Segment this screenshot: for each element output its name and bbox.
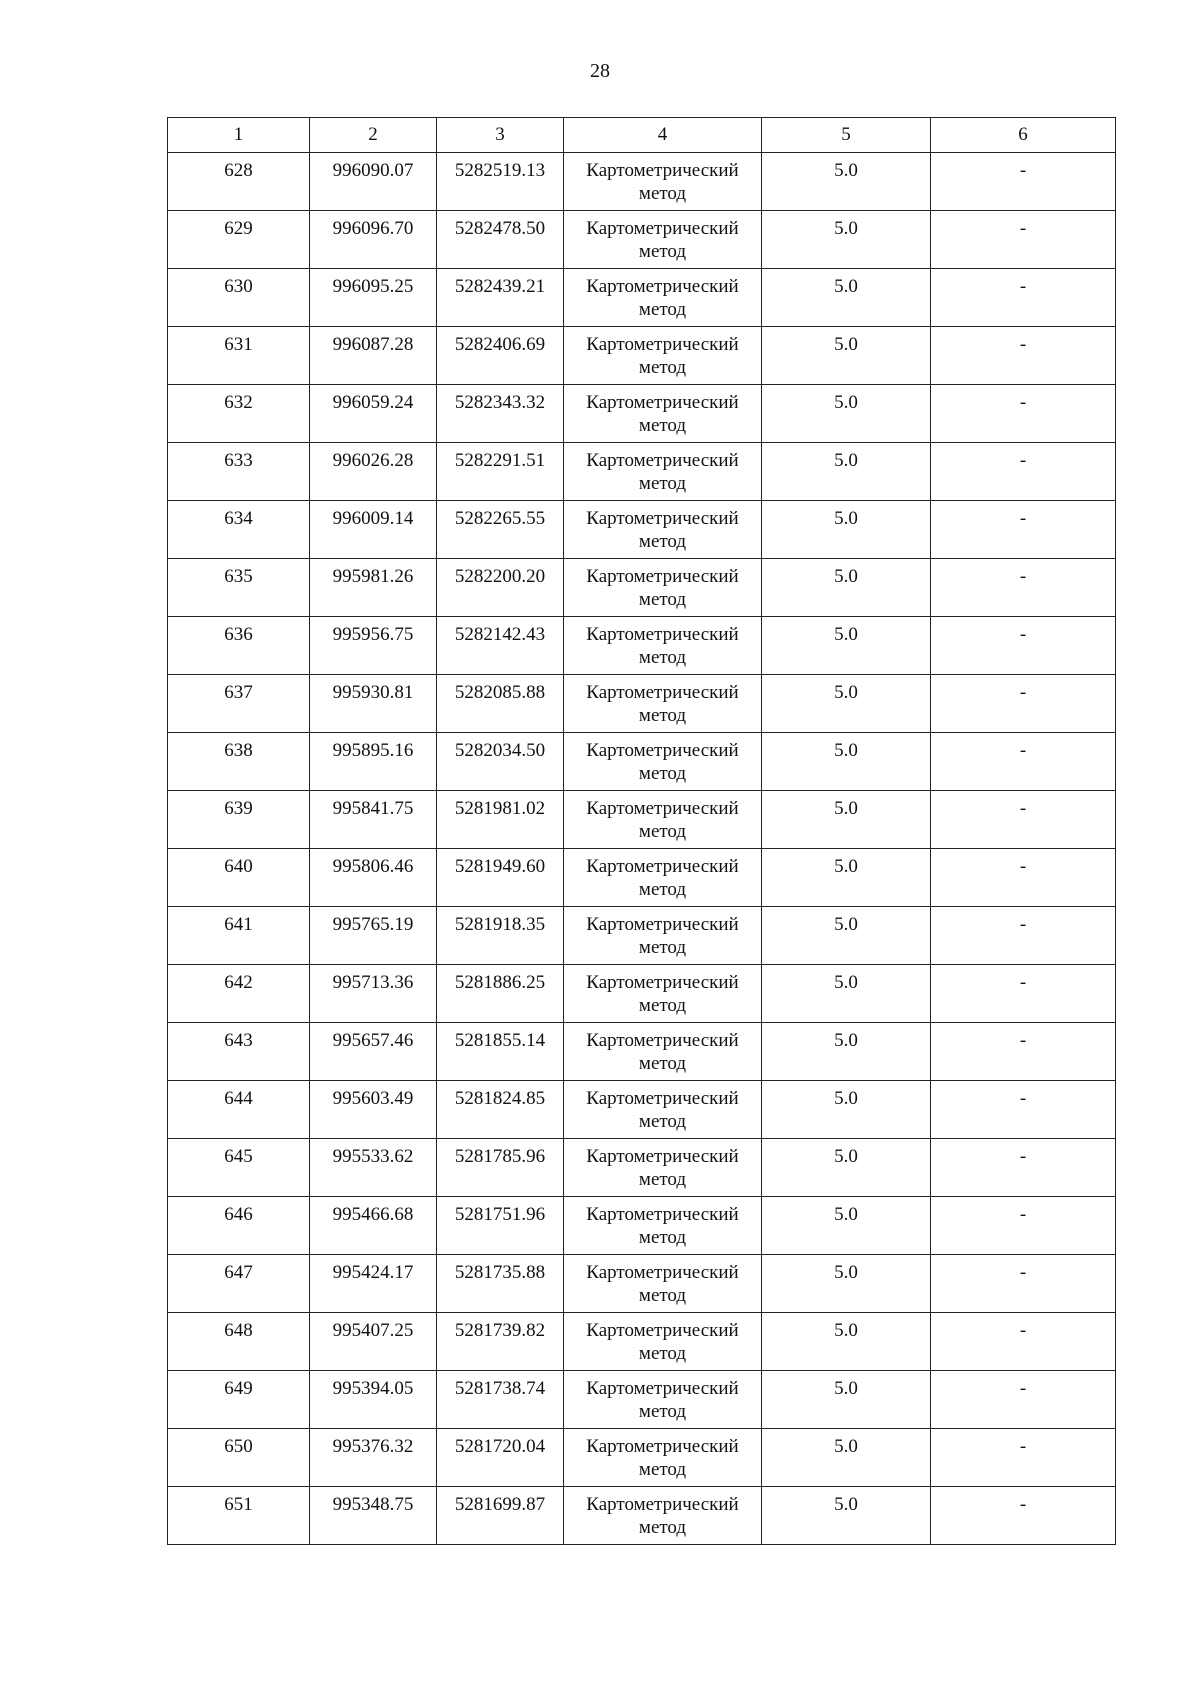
table-row	[168, 1313, 1116, 1371]
method-cell: Картометрический метод	[564, 965, 762, 1023]
table-row	[168, 617, 1116, 675]
note-cell: -	[931, 1371, 1116, 1429]
point-number-cell: 630	[168, 269, 310, 327]
y-coordinate-cell: 5281855.14	[437, 1023, 564, 1081]
method-cell: Картометрический метод	[564, 1023, 762, 1081]
table-row	[168, 1371, 1116, 1429]
note-cell: -	[931, 675, 1116, 733]
x-coordinate-cell: 995895.16	[310, 733, 437, 791]
y-coordinate-cell: 5281751.96	[437, 1197, 564, 1255]
y-coordinate-cell: 5281949.60	[437, 849, 564, 907]
method-cell: Картометрический метод	[564, 1487, 762, 1545]
note-cell: -	[931, 211, 1116, 269]
method-cell: Картометрический метод	[564, 1313, 762, 1371]
table-row	[168, 269, 1116, 327]
x-coordinate-cell: 995407.25	[310, 1313, 437, 1371]
x-coordinate-cell: 996026.28	[310, 443, 437, 501]
accuracy-cell: 5.0	[762, 559, 931, 617]
table-row	[168, 1487, 1116, 1545]
table-row	[168, 907, 1116, 965]
point-number-cell: 633	[168, 443, 310, 501]
x-coordinate-cell: 995981.26	[310, 559, 437, 617]
x-coordinate-cell: 995603.49	[310, 1081, 437, 1139]
note-cell: -	[931, 1197, 1116, 1255]
accuracy-cell: 5.0	[762, 733, 931, 791]
method-cell: Картометрический метод	[564, 559, 762, 617]
header-cell-5: 5	[762, 118, 931, 153]
point-number-cell: 651	[168, 1487, 310, 1545]
x-coordinate-cell: 995424.17	[310, 1255, 437, 1313]
accuracy-cell: 5.0	[762, 1023, 931, 1081]
method-cell: Картометрический метод	[564, 1197, 762, 1255]
accuracy-cell: 5.0	[762, 1371, 931, 1429]
y-coordinate-cell: 5281720.04	[437, 1429, 564, 1487]
y-coordinate-cell: 5281918.35	[437, 907, 564, 965]
accuracy-cell: 5.0	[762, 675, 931, 733]
method-cell: Картометрический метод	[564, 1139, 762, 1197]
accuracy-cell: 5.0	[762, 443, 931, 501]
table-row	[168, 559, 1116, 617]
x-coordinate-cell: 995956.75	[310, 617, 437, 675]
method-cell: Картометрический метод	[564, 1371, 762, 1429]
accuracy-cell: 5.0	[762, 1487, 931, 1545]
note-cell: -	[931, 153, 1116, 211]
table-row	[168, 501, 1116, 559]
x-coordinate-cell: 995713.36	[310, 965, 437, 1023]
point-number-cell: 643	[168, 1023, 310, 1081]
y-coordinate-cell: 5282200.20	[437, 559, 564, 617]
accuracy-cell: 5.0	[762, 501, 931, 559]
point-number-cell: 631	[168, 327, 310, 385]
method-cell: Картометрический метод	[564, 675, 762, 733]
point-number-cell: 629	[168, 211, 310, 269]
page-number: 28	[590, 60, 610, 82]
method-cell: Картометрический метод	[564, 617, 762, 675]
y-coordinate-cell: 5282519.13	[437, 153, 564, 211]
accuracy-cell: 5.0	[762, 1255, 931, 1313]
point-number-cell: 641	[168, 907, 310, 965]
accuracy-cell: 5.0	[762, 327, 931, 385]
y-coordinate-cell: 5282265.55	[437, 501, 564, 559]
table-row	[168, 791, 1116, 849]
method-cell: Картометрический метод	[564, 443, 762, 501]
y-coordinate-cell: 5282034.50	[437, 733, 564, 791]
method-cell: Картометрический метод	[564, 849, 762, 907]
accuracy-cell: 5.0	[762, 1197, 931, 1255]
table-row	[168, 443, 1116, 501]
method-cell: Картометрический метод	[564, 733, 762, 791]
point-number-cell: 646	[168, 1197, 310, 1255]
point-number-cell: 636	[168, 617, 310, 675]
method-cell: Картометрический метод	[564, 1429, 762, 1487]
point-number-cell: 650	[168, 1429, 310, 1487]
y-coordinate-cell: 5282478.50	[437, 211, 564, 269]
point-number-cell: 640	[168, 849, 310, 907]
x-coordinate-cell: 996009.14	[310, 501, 437, 559]
y-coordinate-cell: 5281981.02	[437, 791, 564, 849]
accuracy-cell: 5.0	[762, 617, 931, 675]
note-cell: -	[931, 907, 1116, 965]
accuracy-cell: 5.0	[762, 1139, 931, 1197]
table-row	[168, 849, 1116, 907]
method-cell: Картометрический метод	[564, 791, 762, 849]
accuracy-cell: 5.0	[762, 1313, 931, 1371]
accuracy-cell: 5.0	[762, 1081, 931, 1139]
header-cell-6: 6	[931, 118, 1116, 153]
y-coordinate-cell: 5282142.43	[437, 617, 564, 675]
table-row	[168, 211, 1116, 269]
point-number-cell: 639	[168, 791, 310, 849]
point-number-cell: 645	[168, 1139, 310, 1197]
y-coordinate-cell: 5282343.32	[437, 385, 564, 443]
table-row	[168, 1255, 1116, 1313]
table-row	[168, 153, 1116, 211]
note-cell: -	[931, 1081, 1116, 1139]
table-header	[168, 118, 1116, 153]
note-cell: -	[931, 1487, 1116, 1545]
x-coordinate-cell: 995841.75	[310, 791, 437, 849]
header-cell-3: 3	[437, 118, 564, 153]
x-coordinate-cell: 995657.46	[310, 1023, 437, 1081]
table-row	[168, 733, 1116, 791]
table-row	[168, 1081, 1116, 1139]
table-row	[168, 327, 1116, 385]
table-row	[168, 1197, 1116, 1255]
table-row	[168, 1023, 1116, 1081]
note-cell: -	[931, 617, 1116, 675]
table-row	[168, 1139, 1116, 1197]
note-cell: -	[931, 327, 1116, 385]
y-coordinate-cell: 5282406.69	[437, 327, 564, 385]
point-number-cell: 632	[168, 385, 310, 443]
header-cell-1: 1	[168, 118, 310, 153]
header-row	[168, 118, 1116, 153]
point-number-cell: 638	[168, 733, 310, 791]
y-coordinate-cell: 5282439.21	[437, 269, 564, 327]
note-cell: -	[931, 385, 1116, 443]
point-number-cell: 634	[168, 501, 310, 559]
x-coordinate-cell: 996087.28	[310, 327, 437, 385]
x-coordinate-cell: 995765.19	[310, 907, 437, 965]
point-number-cell: 648	[168, 1313, 310, 1371]
table-row	[168, 385, 1116, 443]
accuracy-cell: 5.0	[762, 385, 931, 443]
x-coordinate-cell: 995394.05	[310, 1371, 437, 1429]
method-cell: Картометрический метод	[564, 211, 762, 269]
note-cell: -	[931, 559, 1116, 617]
x-coordinate-cell: 995376.32	[310, 1429, 437, 1487]
y-coordinate-cell: 5281824.85	[437, 1081, 564, 1139]
y-coordinate-cell: 5281699.87	[437, 1487, 564, 1545]
method-cell: Картометрический метод	[564, 1255, 762, 1313]
note-cell: -	[931, 443, 1116, 501]
y-coordinate-cell: 5281785.96	[437, 1139, 564, 1197]
table-row	[168, 965, 1116, 1023]
method-cell: Картометрический метод	[564, 327, 762, 385]
method-cell: Картометрический метод	[564, 385, 762, 443]
y-coordinate-cell: 5281739.82	[437, 1313, 564, 1371]
point-number-cell: 647	[168, 1255, 310, 1313]
accuracy-cell: 5.0	[762, 211, 931, 269]
accuracy-cell: 5.0	[762, 907, 931, 965]
point-number-cell: 628	[168, 153, 310, 211]
accuracy-cell: 5.0	[762, 849, 931, 907]
x-coordinate-cell: 996096.70	[310, 211, 437, 269]
y-coordinate-cell: 5281886.25	[437, 965, 564, 1023]
point-number-cell: 649	[168, 1371, 310, 1429]
point-number-cell: 637	[168, 675, 310, 733]
header-cell-4: 4	[564, 118, 762, 153]
x-coordinate-cell: 995806.46	[310, 849, 437, 907]
note-cell: -	[931, 501, 1116, 559]
x-coordinate-cell: 996059.24	[310, 385, 437, 443]
x-coordinate-cell: 995533.62	[310, 1139, 437, 1197]
note-cell: -	[931, 269, 1116, 327]
table-row	[168, 1429, 1116, 1487]
table-row	[168, 675, 1116, 733]
coordinates-table	[167, 117, 1116, 1545]
note-cell: -	[931, 1023, 1116, 1081]
x-coordinate-cell: 995930.81	[310, 675, 437, 733]
header-cell-2: 2	[310, 118, 437, 153]
method-cell: Картометрический метод	[564, 153, 762, 211]
accuracy-cell: 5.0	[762, 965, 931, 1023]
accuracy-cell: 5.0	[762, 269, 931, 327]
note-cell: -	[931, 791, 1116, 849]
x-coordinate-cell: 995466.68	[310, 1197, 437, 1255]
accuracy-cell: 5.0	[762, 153, 931, 211]
method-cell: Картометрический метод	[564, 907, 762, 965]
method-cell: Картометрический метод	[564, 269, 762, 327]
note-cell: -	[931, 733, 1116, 791]
table-body	[168, 153, 1116, 1545]
note-cell: -	[931, 965, 1116, 1023]
method-cell: Картометрический метод	[564, 1081, 762, 1139]
point-number-cell: 635	[168, 559, 310, 617]
note-cell: -	[931, 1429, 1116, 1487]
note-cell: -	[931, 849, 1116, 907]
y-coordinate-cell: 5281735.88	[437, 1255, 564, 1313]
x-coordinate-cell: 996095.25	[310, 269, 437, 327]
accuracy-cell: 5.0	[762, 791, 931, 849]
y-coordinate-cell: 5282085.88	[437, 675, 564, 733]
note-cell: -	[931, 1313, 1116, 1371]
accuracy-cell: 5.0	[762, 1429, 931, 1487]
y-coordinate-cell: 5282291.51	[437, 443, 564, 501]
method-cell: Картометрический метод	[564, 501, 762, 559]
y-coordinate-cell: 5281738.74	[437, 1371, 564, 1429]
x-coordinate-cell: 995348.75	[310, 1487, 437, 1545]
note-cell: -	[931, 1255, 1116, 1313]
note-cell: -	[931, 1139, 1116, 1197]
x-coordinate-cell: 996090.07	[310, 153, 437, 211]
point-number-cell: 642	[168, 965, 310, 1023]
point-number-cell: 644	[168, 1081, 310, 1139]
